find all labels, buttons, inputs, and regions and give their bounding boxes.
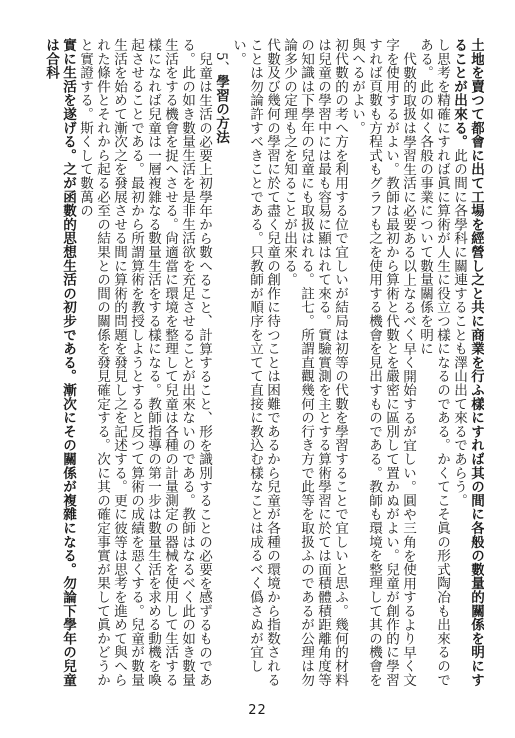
vertical-text-body	[38, 38, 484, 690]
paragraph-1-text: 此の間に各學科に關連することも澤山出て來るであらう。	[451, 148, 467, 508]
section-title: 學習の方法	[213, 74, 229, 144]
section-paragraph-2	[42, 38, 76, 690]
paragraph-5: 代數及び幾何の學習に於て盡く兒童の創作に待つことは困難であるから兒童が各種の環境から指数されることは勿論許すべきことである。只教師が順序を立てて直接に教込む樣なことは成るべく僞さぬが宜しい。	[230, 38, 280, 687]
paragraph-1	[450, 38, 484, 690]
page-number: 22	[248, 703, 267, 718]
paragraph-4: 初代數的の考へ方を利用する位で宜しいが結局は初等の代數を學習することで宜しいと思ふ。幾何的材料は兒童の學習中には最も容易に顯はれて來る。實驗實測を主とする算術學習に於ては面積體積距離角度等の知識は下學年の兒童にも取扱はれる。註七。所謂直觀幾何の行き方で此等を取扱ふのであるが公理は勿論多少の定理も之を知ることが出來る。	[281, 38, 348, 687]
section-paragraph-1: 兒童は生活の必要上初學年から數へること、計算すること、形を識別することの必要を感ずるものである。此の如き數量生活を是非生活欲を充足させることが出來ないのである。教師はなるべく此の如き數量生活をする機會を捉へさせる。尙適當に環境を整理して兒童は各種の計量測定の器械を使用して生活する樣になれば兒童は一層複雜なる數量生活をする樣になる。教師指導の第一步は數量生活を求める動機を喚起させることである。最初から所謂算術を教授しようとすると反つて算術の成績を惡くする。兒童が數量生活を始めて漸次之を發展させる間に算術的問題を發見し之を記述する。更に彼等は思考を進めて與へられた條件とそれから起る必至の結果との間の關係を發見確定する。次に其の確定事實が果して眞かどうかと實證する。斯くして數萬の	[77, 38, 212, 687]
paragraph-3: 代數的取扱は學習生活に必要ある以上なるべく早く開始するが宜しい。圓や三角を使用するより早く文字を使用するがよい。教師は最初から算術と代數とを嚴密に區別して置かぬがよい。兒童が創作的に學習すれば頁數も方程式もグラフも之を使用する機會を見出すものである。教師も環境を整理して其の機會を與へるがよい。	[349, 38, 416, 687]
paragraph-2: し思考を精確にすれば眞に算術が人生に役立つ樣になるのである。かくてこそ眞の形式陶冶も出來るのである。此の如く各般の事業について數量關係を明に	[417, 38, 450, 687]
section-heading	[212, 38, 229, 690]
section-number: 5、	[213, 51, 229, 75]
paragraph-1-bold: 土地を賣つて都會に出て工場を經營し之と共に商業を行ふ樣にすれば其の間に各般の數量的關係を明にすることが出來る。	[451, 38, 484, 687]
section-paragraph-2-bold: 實に生活を遂げる。之が函數的思想生活の初步である。漸次にその關係が複雜になる。勿論下學年の兒童は合科	[43, 38, 76, 687]
